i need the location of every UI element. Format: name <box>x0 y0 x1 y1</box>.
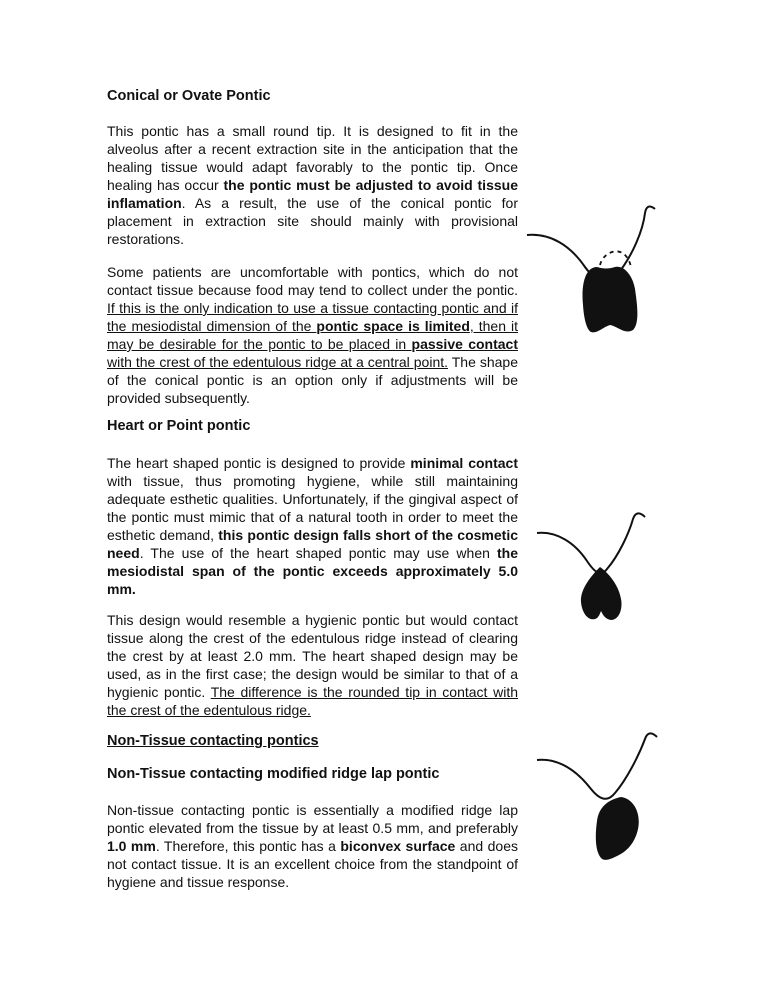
conical-paragraph-2 <box>107 263 518 407</box>
pontic-crown <box>583 267 638 333</box>
bold-text-run: the mesiodistal span of the pontic exceeds approximately 5.0 mm. <box>107 545 518 597</box>
underlined-bold-text-run: pontic space is limited <box>316 318 470 334</box>
text-run: This pontic has a small round tip. It is designed to fit in the alveolus after a recent extraction site in the anticipation that the healing tissue would adapt favorably to the pontic tip. Once healing has occur <box>107 123 518 193</box>
text-run: Non-tissue contacting pontic is essentially a modified ridge lap pontic elevated from the tissue by at least 0.5 mm, and preferably <box>107 802 518 836</box>
pontic-heart <box>581 567 622 620</box>
text-run: Some patients are uncomfortable with pontics, which do not contact tissue because food may tend to collect under the pontic. <box>107 264 518 298</box>
conical-paragraph-1 <box>107 122 518 248</box>
heart-paragraph-1 <box>107 454 518 598</box>
bold-text-run: this pontic design falls short of the cosmetic need <box>107 527 518 561</box>
text-run: . As a result, the use of the conical pontic for placement in extraction site should mainly with provisional restorations. <box>107 195 518 247</box>
underlined-text-run: If this is the only indication to use a tissue contacting pontic and if the mesiodistal dimension of the <box>107 300 518 334</box>
nontissue-paragraph-1 <box>107 801 518 891</box>
section-title-heart: Heart or Point pontic <box>107 418 251 434</box>
text-run: . Therefore, this pontic has a <box>155 838 341 854</box>
bold-text-run: the pontic must be adjusted to avoid tissue inflamation <box>107 177 518 211</box>
bold-text-run: 1.0 mm <box>107 838 156 854</box>
ridge-curve <box>537 513 645 573</box>
text-run: The heart shaped pontic is designed to provide <box>107 455 411 471</box>
text-run: and does not contact tissue. It is an excellent choice from the standpoint of hygiene and tissue response. <box>107 838 518 890</box>
text-run: with tissue, thus promoting hygiene, while still maintaining adequate esthetic qualities. Unfortunately, if the gingival aspect of the pontic must mimic that of a natural tooth in order to meet the esthetic demand, <box>107 473 518 543</box>
section-heading-non-tissue: Non-Tissue contacting pontics <box>107 733 319 749</box>
section-title-modified-ridge-lap: Non-Tissue contacting modified ridge lap pontic <box>107 766 440 782</box>
underlined-text-run: with the crest of the edentulous ridge at a central point. <box>107 354 449 370</box>
text-run: . The use of the heart shaped pontic may use when <box>139 545 497 561</box>
ridge-curve <box>537 733 657 798</box>
underlined-text-run: , then it may be desirable for the pontic to be placed in <box>107 318 518 352</box>
bold-text-run: minimal contact <box>410 455 518 471</box>
text-run: The shape of the conical pontic is an option only if adjustments will be provided subsequently. <box>107 354 518 406</box>
underlined-bold-text-run: passive contact <box>411 336 518 352</box>
heart-paragraph-2 <box>107 611 518 719</box>
pontic-crown <box>596 797 639 860</box>
heart-pontic-diagram <box>535 505 675 630</box>
text-run: This design would resemble a hygienic pontic but would contact tissue along the crest of the edentulous ridge instead of clearing the crest by at least 2.0 mm. The heart shaped design may be used, as in the first case; the design would be similar to that of a hygienic pontic. <box>107 612 518 700</box>
modified-ridge-lap-diagram <box>535 725 680 875</box>
section-title-conical: Conical or Ovate Pontic <box>107 88 271 104</box>
conical-pontic-diagram <box>525 195 685 345</box>
underlined-text-run: The difference is the rounded tip in contact with the crest of the edentulous ridge. <box>107 684 519 718</box>
bold-text-run: biconvex surface <box>340 838 456 854</box>
